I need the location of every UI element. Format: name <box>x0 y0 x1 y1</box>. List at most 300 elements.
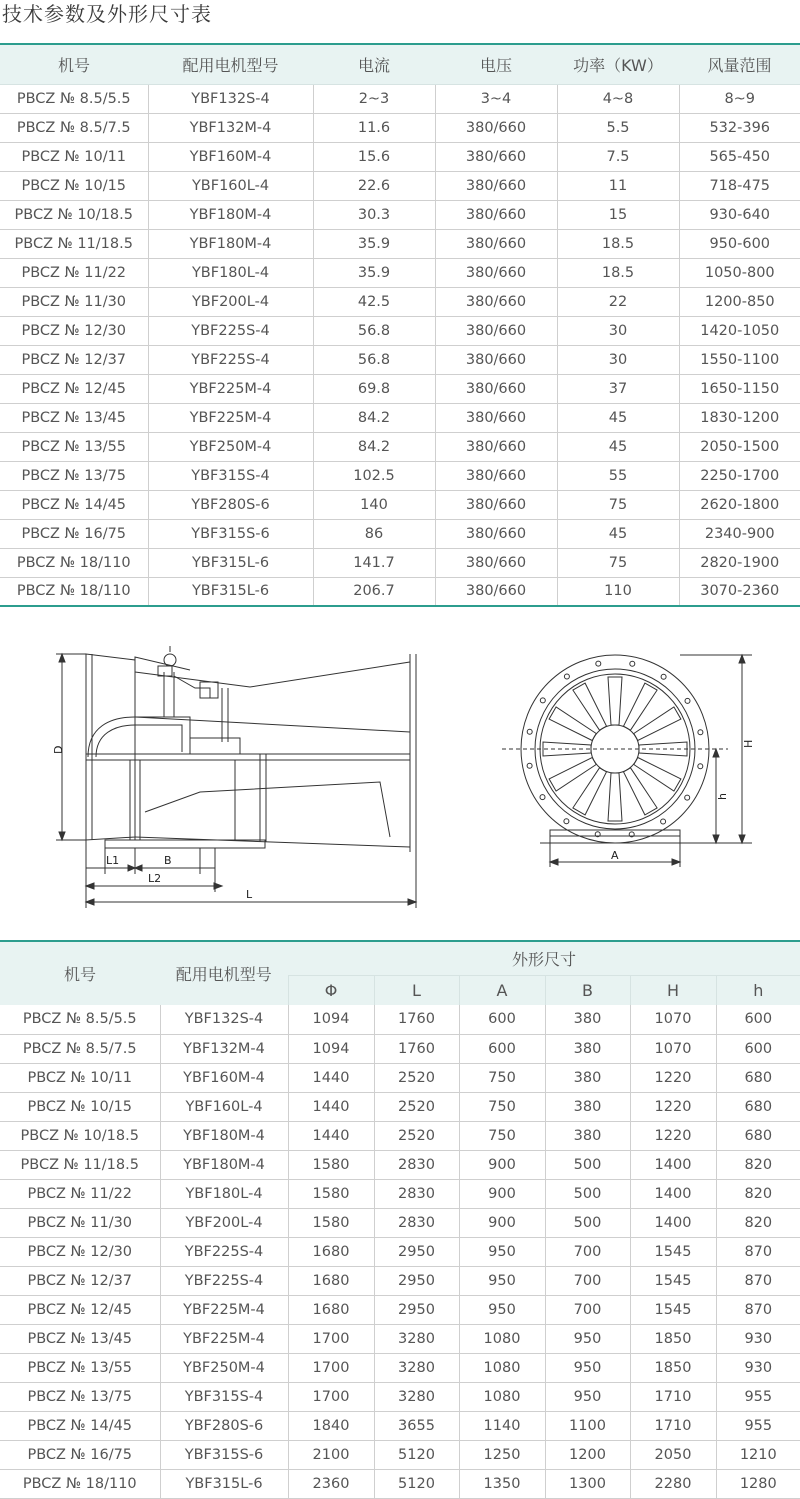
table-cell: 3280 <box>374 1382 459 1411</box>
table-cell: PBCZ № 10/18.5 <box>0 200 148 229</box>
table-cell: 870 <box>716 1295 800 1324</box>
header-machine-2: 机号 <box>63 965 96 984</box>
table-cell: 750 <box>459 1063 545 1092</box>
table-cell: 380/660 <box>435 577 557 606</box>
bolt-hole <box>596 661 601 666</box>
table-cell: 141.7 <box>313 548 435 577</box>
table-cell: 380 <box>545 1005 630 1034</box>
table-cell: 2050 <box>630 1440 716 1469</box>
table-cell: 600 <box>459 1034 545 1063</box>
table-cell: 500 <box>545 1150 630 1179</box>
table-cell: 1440 <box>288 1092 374 1121</box>
table-row <box>0 316 800 345</box>
table-cell: 1300 <box>545 1469 630 1498</box>
table-cell: 22 <box>557 287 679 316</box>
table-cell: YBF200L-4 <box>160 1208 288 1237</box>
table-cell: 950 <box>545 1353 630 1382</box>
table-row <box>0 171 800 200</box>
label-D: D <box>52 745 65 754</box>
table-cell: 1070 <box>630 1005 716 1034</box>
front-view-drawing <box>480 642 770 872</box>
table-cell: PBCZ № 13/55 <box>0 1353 160 1382</box>
table-cell: 1210 <box>716 1440 800 1469</box>
table-cell: 1680 <box>288 1266 374 1295</box>
table-cell: YBF250M-4 <box>148 432 313 461</box>
header-voltage: 电压 <box>435 44 557 84</box>
table-cell: 380/660 <box>435 490 557 519</box>
table-cell: 1760 <box>374 1034 459 1063</box>
table-row <box>0 1005 800 1034</box>
table-cell: PBCZ № 11/30 <box>0 287 148 316</box>
table-cell: 750 <box>459 1092 545 1121</box>
table-cell: PBCZ № 12/45 <box>0 374 148 403</box>
table-cell: PBCZ № 11/30 <box>0 1208 160 1237</box>
table-row <box>0 258 800 287</box>
table-cell: 2~3 <box>313 84 435 113</box>
table-cell: 45 <box>557 519 679 548</box>
table-cell: 2950 <box>374 1237 459 1266</box>
fan-blade <box>608 677 622 725</box>
table-cell: 380/660 <box>435 229 557 258</box>
table-cell: 380/660 <box>435 316 557 345</box>
table-cell: PBCZ № 13/75 <box>0 461 148 490</box>
table-cell: YBF225M-4 <box>148 374 313 403</box>
table-cell: YBF315S-4 <box>160 1382 288 1411</box>
table-cell: YBF160M-4 <box>148 142 313 171</box>
table-cell: 1220 <box>630 1092 716 1121</box>
table-row <box>0 229 800 258</box>
table-cell: YBF132M-4 <box>160 1034 288 1063</box>
table-row <box>0 1353 800 1382</box>
table-cell: YBF132M-4 <box>148 113 313 142</box>
table-cell: 5120 <box>374 1440 459 1469</box>
table-cell: 1080 <box>459 1382 545 1411</box>
table-cell: PBCZ № 11/22 <box>0 258 148 287</box>
side-view-drawing <box>50 642 430 912</box>
table-cell: YBF315L-6 <box>148 577 313 606</box>
table-cell: 380/660 <box>435 403 557 432</box>
table-cell: 380/660 <box>435 345 557 374</box>
page-title: 技术参数及外形尺寸表 <box>2 2 212 26</box>
table-row <box>0 1034 800 1063</box>
table-cell: 84.2 <box>313 432 435 461</box>
table-cell: YBF225S-4 <box>148 316 313 345</box>
table-cell: PBCZ № 10/11 <box>0 142 148 171</box>
table-cell: 1440 <box>288 1121 374 1150</box>
table-cell: 56.8 <box>313 345 435 374</box>
table-cell: 750 <box>459 1121 545 1150</box>
table-cell: 3280 <box>374 1324 459 1353</box>
table-cell: 1400 <box>630 1208 716 1237</box>
header-airflow: 风量范围 <box>679 44 800 84</box>
table-cell: 930 <box>716 1353 800 1382</box>
table-cell: 1700 <box>288 1324 374 1353</box>
table-cell: PBCZ № 8.5/7.5 <box>0 1034 160 1063</box>
table-cell: PBCZ № 12/30 <box>0 1237 160 1266</box>
table-cell: 45 <box>557 432 679 461</box>
fan-blade <box>624 683 658 730</box>
bolt-hole <box>540 698 545 703</box>
table-cell: 500 <box>545 1208 630 1237</box>
table-cell: 2830 <box>374 1208 459 1237</box>
bolt-hole <box>698 764 703 769</box>
subheader-L: L <box>374 975 459 1005</box>
table-cell: 1200-850 <box>679 287 800 316</box>
table-cell: 820 <box>716 1179 800 1208</box>
table-cell: 380/660 <box>435 171 557 200</box>
table-cell: 1760 <box>374 1005 459 1034</box>
table-cell: PBCZ № 16/75 <box>0 1440 160 1469</box>
fan-blade <box>549 758 596 792</box>
table-cell: YBF225M-4 <box>160 1295 288 1324</box>
table-cell: YBF280S-6 <box>160 1411 288 1440</box>
subheader-A: A <box>459 975 545 1005</box>
table-cell: PBCZ № 8.5/7.5 <box>0 113 148 142</box>
table-cell: PBCZ № 13/45 <box>0 1324 160 1353</box>
header-motor: 配用电机型号 <box>148 44 313 84</box>
table-cell: 930 <box>716 1324 800 1353</box>
table-cell: 1550-1100 <box>679 345 800 374</box>
table-cell: 2620-1800 <box>679 490 800 519</box>
table-row <box>0 374 800 403</box>
table-cell: 1545 <box>630 1266 716 1295</box>
table-cell: 1350 <box>459 1469 545 1498</box>
table-cell: 700 <box>545 1295 630 1324</box>
table-cell: 900 <box>459 1179 545 1208</box>
table-cell: 2520 <box>374 1063 459 1092</box>
table-cell: 56.8 <box>313 316 435 345</box>
table-row <box>0 1295 800 1324</box>
table-cell: 1580 <box>288 1208 374 1237</box>
table-cell: 1830-1200 <box>679 403 800 432</box>
table-cell: 1840 <box>288 1411 374 1440</box>
bolt-hole <box>527 729 532 734</box>
table-row <box>0 403 800 432</box>
table-cell: PBCZ № 13/75 <box>0 1382 160 1411</box>
fan-blade <box>624 768 658 815</box>
table-cell: 1700 <box>288 1382 374 1411</box>
table-cell: YBF160L-4 <box>148 171 313 200</box>
table-cell: YBF180M-4 <box>160 1150 288 1179</box>
table-cell: 1140 <box>459 1411 545 1440</box>
table-cell: YBF225M-4 <box>148 403 313 432</box>
table-cell: YBF225S-4 <box>160 1266 288 1295</box>
label-L1: L1 <box>106 854 120 867</box>
table-cell: 950 <box>545 1382 630 1411</box>
table-row <box>0 1121 800 1150</box>
table-cell: 955 <box>716 1411 800 1440</box>
table-row <box>0 200 800 229</box>
table-cell: 3~4 <box>435 84 557 113</box>
table-cell: 380 <box>545 1092 630 1121</box>
table-cell: 1400 <box>630 1179 716 1208</box>
table-cell: 380/660 <box>435 461 557 490</box>
table-cell: 18.5 <box>557 258 679 287</box>
table-row <box>0 1440 800 1469</box>
table-cell: 1710 <box>630 1382 716 1411</box>
fan-blade <box>573 683 607 730</box>
table-cell: PBCZ № 12/45 <box>0 1295 160 1324</box>
table-cell: YBF315L-6 <box>148 548 313 577</box>
table-cell: 950 <box>459 1237 545 1266</box>
label-A: A <box>611 849 619 862</box>
table-cell: 2100 <box>288 1440 374 1469</box>
table-cell: YBF160M-4 <box>160 1063 288 1092</box>
table-row <box>0 1411 800 1440</box>
table-cell: 1050-800 <box>679 258 800 287</box>
table-cell: YBF180M-4 <box>148 229 313 258</box>
table-cell: 2520 <box>374 1121 459 1150</box>
bolt-hole <box>540 795 545 800</box>
table-cell: 35.9 <box>313 229 435 258</box>
table-cell: 380/660 <box>435 432 557 461</box>
bolt-hole <box>661 674 666 679</box>
bolt-hole <box>527 763 532 768</box>
table-cell: PBCZ № 8.5/5.5 <box>0 84 148 113</box>
table-cell: 380/660 <box>435 287 557 316</box>
table-cell: 1680 <box>288 1295 374 1324</box>
table-cell: YBF225S-4 <box>148 345 313 374</box>
table-cell: 1420-1050 <box>679 316 800 345</box>
dimensions-body <box>0 1005 800 1498</box>
table-cell: 950 <box>545 1324 630 1353</box>
table-cell: 1080 <box>459 1353 545 1382</box>
table-cell: PBCZ № 18/110 <box>0 577 148 606</box>
table-cell: 2050-1500 <box>679 432 800 461</box>
table-cell: 2830 <box>374 1179 459 1208</box>
table-cell: 900 <box>459 1208 545 1237</box>
table-cell: 110 <box>557 577 679 606</box>
table-cell: YBF315S-6 <box>148 519 313 548</box>
table-cell: 55 <box>557 461 679 490</box>
table-cell: 1680 <box>288 1237 374 1266</box>
table-row <box>0 142 800 171</box>
table-row <box>0 519 800 548</box>
table-cell: PBCZ № 10/11 <box>0 1063 160 1092</box>
table-cell: 950 <box>459 1266 545 1295</box>
table-cell: 380 <box>545 1121 630 1150</box>
dimensions-table <box>0 940 800 1499</box>
table-cell: 1094 <box>288 1005 374 1034</box>
label-L: L <box>246 888 253 901</box>
table-row <box>0 548 800 577</box>
table-cell: YBF200L-4 <box>148 287 313 316</box>
table-cell: 75 <box>557 490 679 519</box>
table-cell: PBCZ № 11/18.5 <box>0 1150 160 1179</box>
table-cell: 1250 <box>459 1440 545 1469</box>
table-row <box>0 84 800 113</box>
table-cell: 955 <box>716 1382 800 1411</box>
table-cell: 950 <box>459 1295 545 1324</box>
table-cell: YBF250M-4 <box>160 1353 288 1382</box>
table-cell: PBCZ № 18/110 <box>0 548 148 577</box>
table-row <box>0 113 800 142</box>
bolt-hole <box>698 730 703 735</box>
table-cell: 86 <box>313 519 435 548</box>
table-cell: 2250-1700 <box>679 461 800 490</box>
table-cell: 1100 <box>545 1411 630 1440</box>
table-cell: PBCZ № 12/37 <box>0 1266 160 1295</box>
table-cell: YBF315S-4 <box>148 461 313 490</box>
table-cell: 102.5 <box>313 461 435 490</box>
table-cell: PBCZ № 10/18.5 <box>0 1121 160 1150</box>
subheader-B: B <box>545 975 630 1005</box>
table-cell: 600 <box>459 1005 545 1034</box>
dimensions-header-row <box>0 941 800 975</box>
fan-blade <box>549 707 596 741</box>
table-cell: 1080 <box>459 1324 545 1353</box>
table-cell: 1545 <box>630 1295 716 1324</box>
table-cell: 900 <box>459 1150 545 1179</box>
table-cell: 1850 <box>630 1324 716 1353</box>
table-cell: 820 <box>716 1150 800 1179</box>
table-cell: 42.5 <box>313 287 435 316</box>
table-cell: PBCZ № 13/45 <box>0 403 148 432</box>
table-cell: 37 <box>557 374 679 403</box>
table-cell: 30.3 <box>313 200 435 229</box>
table-cell: 1070 <box>630 1034 716 1063</box>
table-cell: YBF225M-4 <box>160 1324 288 1353</box>
table-cell: 1710 <box>630 1411 716 1440</box>
table-cell: 380/660 <box>435 374 557 403</box>
table-cell: PBCZ № 11/18.5 <box>0 229 148 258</box>
table-row <box>0 1179 800 1208</box>
table-cell: 820 <box>716 1208 800 1237</box>
table-cell: PBCZ № 14/45 <box>0 1411 160 1440</box>
table-cell: 1200 <box>545 1440 630 1469</box>
fan-blade <box>608 773 622 821</box>
table-cell: 1220 <box>630 1121 716 1150</box>
table-cell: 1545 <box>630 1237 716 1266</box>
table-cell: PBCZ № 10/15 <box>0 1092 160 1121</box>
table-cell: PBCZ № 18/110 <box>0 1469 160 1498</box>
table-cell: 532-396 <box>679 113 800 142</box>
table-cell: 4~8 <box>557 84 679 113</box>
table-cell: 930-640 <box>679 200 800 229</box>
bolt-hole <box>630 661 635 666</box>
table-cell: YBF315L-6 <box>160 1469 288 1498</box>
table-cell: 565-450 <box>679 142 800 171</box>
bolt-hole <box>685 795 690 800</box>
table-cell: 380 <box>545 1034 630 1063</box>
table-cell: 1580 <box>288 1150 374 1179</box>
table-cell: 140 <box>313 490 435 519</box>
table-cell: 3070-2360 <box>679 577 800 606</box>
table-cell: 75 <box>557 548 679 577</box>
table-cell: 1400 <box>630 1150 716 1179</box>
table-cell: 206.7 <box>313 577 435 606</box>
table-cell: 680 <box>716 1121 800 1150</box>
table-cell: 15.6 <box>313 142 435 171</box>
table-cell: PBCZ № 10/15 <box>0 171 148 200</box>
table-cell: 680 <box>716 1092 800 1121</box>
table-cell: 870 <box>716 1237 800 1266</box>
table-cell: 1700 <box>288 1353 374 1382</box>
table-cell: 1220 <box>630 1063 716 1092</box>
table-cell: 30 <box>557 316 679 345</box>
bolt-hole <box>661 819 666 824</box>
subheader-phi: Φ <box>288 975 374 1005</box>
table-cell: 5.5 <box>557 113 679 142</box>
tech-params-body <box>0 84 800 606</box>
fan-blade <box>573 768 607 815</box>
table-cell: 22.6 <box>313 171 435 200</box>
table-cell: 700 <box>545 1266 630 1295</box>
table-cell: 380/660 <box>435 200 557 229</box>
label-h: h <box>716 793 729 800</box>
table-row <box>0 287 800 316</box>
tech-params-table <box>0 43 800 607</box>
table-row <box>0 1092 800 1121</box>
table-row <box>0 490 800 519</box>
table-cell: YBF315S-6 <box>160 1440 288 1469</box>
table-row <box>0 1150 800 1179</box>
label-H: H <box>742 739 755 748</box>
table-cell: 2830 <box>374 1150 459 1179</box>
table-cell: 2280 <box>630 1469 716 1498</box>
table-cell: PBCZ № 12/30 <box>0 316 148 345</box>
table-cell: 3280 <box>374 1353 459 1382</box>
table-cell: 2950 <box>374 1266 459 1295</box>
subheader-H: H <box>630 975 716 1005</box>
table-cell: 11.6 <box>313 113 435 142</box>
table-cell: 35.9 <box>313 258 435 287</box>
bolt-hole <box>685 698 690 703</box>
fan-blade <box>634 758 681 792</box>
table-cell: YBF280S-6 <box>148 490 313 519</box>
table-row <box>0 1382 800 1411</box>
table-cell: 380/660 <box>435 548 557 577</box>
table-cell: 15 <box>557 200 679 229</box>
header-current: 电流 <box>313 44 435 84</box>
table-row <box>0 461 800 490</box>
table-cell: 950-600 <box>679 229 800 258</box>
subheader-h: h <box>716 975 800 1005</box>
label-B: B <box>164 854 172 867</box>
table-row <box>0 1063 800 1092</box>
table-cell: 718-475 <box>679 171 800 200</box>
table-cell: 600 <box>716 1005 800 1034</box>
table-cell: 2820-1900 <box>679 548 800 577</box>
fan-blade <box>634 707 681 741</box>
table-cell: 1580 <box>288 1179 374 1208</box>
bolt-hole <box>564 674 569 679</box>
table-cell: 380/660 <box>435 142 557 171</box>
table-cell: 380 <box>545 1063 630 1092</box>
table-cell: 1094 <box>288 1034 374 1063</box>
table-row <box>0 1208 800 1237</box>
table-cell: YBF132S-4 <box>148 84 313 113</box>
table-cell: 870 <box>716 1266 800 1295</box>
table-cell: YBF225S-4 <box>160 1237 288 1266</box>
table-cell: 380/660 <box>435 519 557 548</box>
table-cell: 2360 <box>288 1469 374 1498</box>
table-cell: 30 <box>557 345 679 374</box>
table-cell: 380/660 <box>435 113 557 142</box>
table-cell: 69.8 <box>313 374 435 403</box>
bolt-hole <box>564 819 569 824</box>
table-cell: PBCZ № 12/37 <box>0 345 148 374</box>
table-cell: PBCZ № 13/55 <box>0 432 148 461</box>
table-cell: 2340-900 <box>679 519 800 548</box>
table-cell: 680 <box>716 1063 800 1092</box>
table-row <box>0 345 800 374</box>
label-L2: L2 <box>148 872 162 885</box>
table-cell: 500 <box>545 1179 630 1208</box>
table-cell: 600 <box>716 1034 800 1063</box>
table-cell: 11 <box>557 171 679 200</box>
tech-params-header-row <box>0 44 800 84</box>
